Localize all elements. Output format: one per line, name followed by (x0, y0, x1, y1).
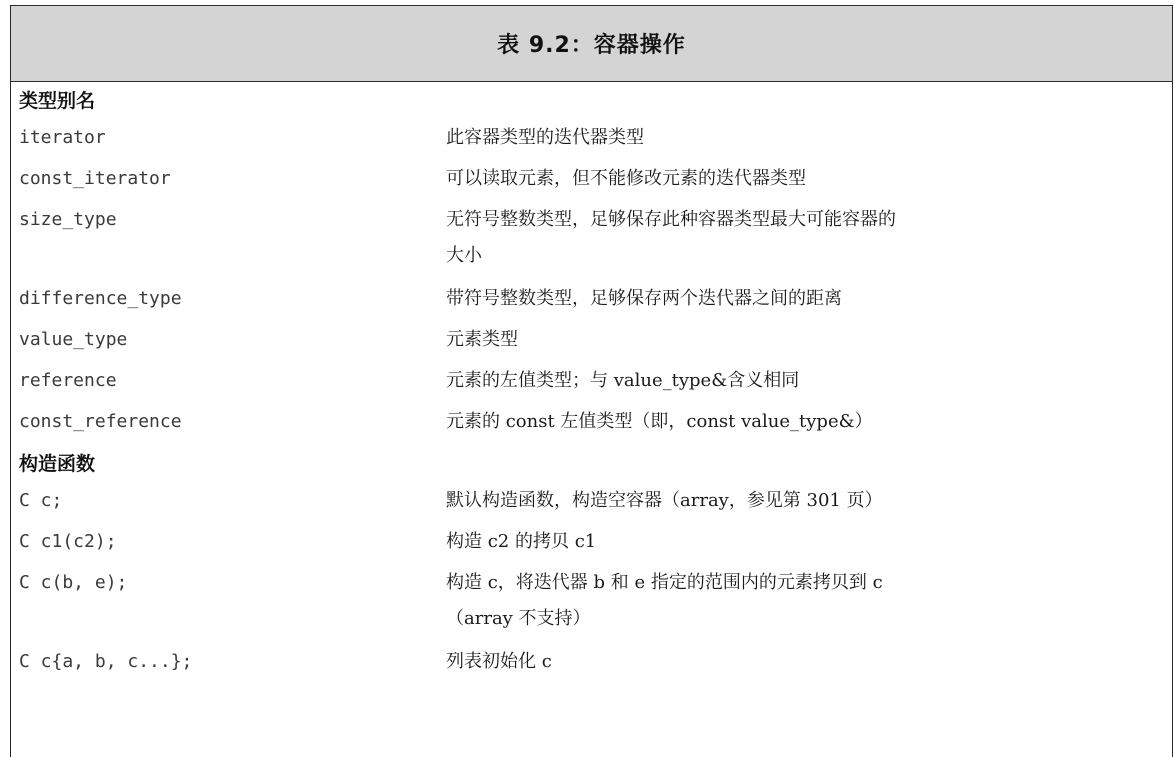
code-cell: iterator (19, 127, 106, 148)
code-cell: reference (19, 370, 117, 391)
description-cell: 元素的 const 左值类型（即，const value_type&） (446, 411, 873, 432)
description-cell: 元素的左值类型；与 value_type&含义相同 (446, 370, 800, 391)
code-cell: const_reference (19, 411, 182, 432)
code-cell: const_iterator (19, 168, 171, 189)
section-heading-type-aliases: 类型别名 (19, 90, 96, 112)
code-cell: C c{a, b, c...}; (19, 651, 193, 672)
table-row (11, 565, 1172, 644)
section-heading-constructors: 构造函数 (19, 453, 96, 475)
code-cell: C c1(c2); (19, 531, 117, 552)
code-cell: C c; (19, 490, 63, 511)
description-cell: 构造 c，将迭代器 b 和 e 指定的范围内的元素拷贝到 c （array 不支持） (446, 572, 883, 629)
table-row (11, 404, 1172, 445)
code-cell: value_type (19, 329, 128, 350)
table-body (11, 82, 1172, 685)
table-row (11, 202, 1172, 281)
code-cell: size_type (19, 209, 117, 230)
description-cell: 可以读取元素，但不能修改元素的迭代器类型 (446, 168, 806, 189)
description-cell: 默认构造函数，构造空容器（array，参见第 301 页） (446, 490, 883, 511)
container-operations-table (10, 5, 1173, 757)
code-cell: C c(b, e); (19, 572, 128, 593)
description-cell: 元素类型 (446, 329, 518, 350)
table-title: 表 9.2：容器操作 (11, 6, 1172, 82)
description-cell: 构造 c2 的拷贝 c1 (446, 531, 597, 552)
description-cell: 带符号整数类型，足够保存两个迭代器之间的距离 (446, 288, 842, 309)
description-cell: 此容器类型的迭代器类型 (446, 127, 644, 148)
description-cell: 列表初始化 c (446, 651, 552, 672)
table-row (11, 644, 1172, 685)
description-cell: 无符号整数类型，足够保存此种容器类型最大可能容器的 大小 (446, 209, 896, 266)
code-cell: difference_type (19, 288, 182, 309)
